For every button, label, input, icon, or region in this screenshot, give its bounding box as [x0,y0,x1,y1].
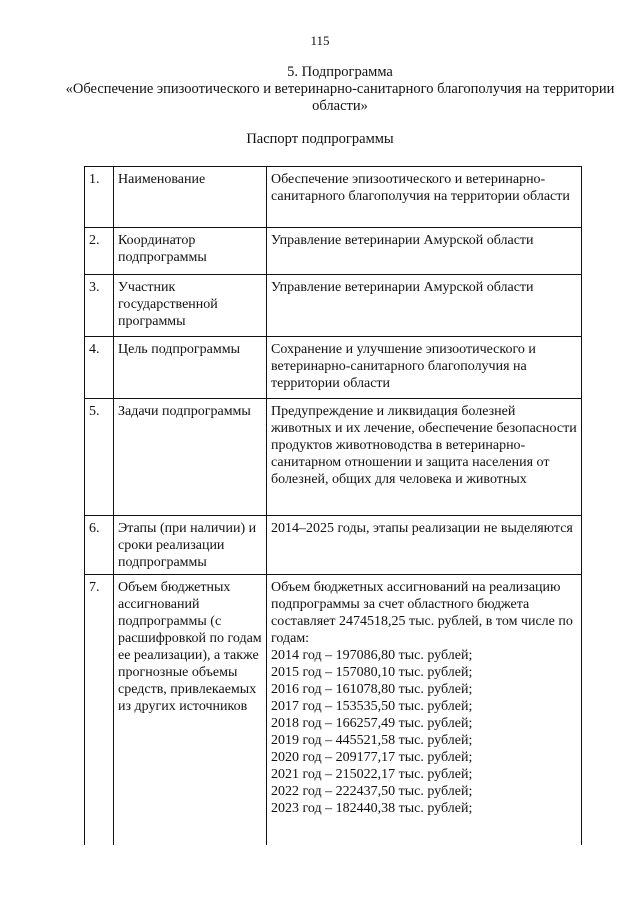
row-label: Этапы (при наличии) и сроки реализации подпрограммы [114,516,267,575]
row-number: 5. [85,399,114,516]
row-value: Предупреждение и ликвидация болезней животных и их лечение, обеспечение безопасности продуктов животноводства в ветеринарно-санитарном отношении и защита населения от болезней, общих для человека и животных [267,399,582,516]
row-value-budget [267,575,582,845]
budget-year-line: 2019 год – 445521,58 тыс. рублей; [271,733,473,748]
budget-year-line: 2018 год – 166257,49 тыс. рублей; [271,716,473,731]
page-number: 115 [310,33,330,48]
row-number: 7. [85,575,114,845]
row-label: Задачи подпрограммы [114,399,267,516]
subprogram-heading [60,64,620,115]
row-value: Управление ветеринарии Амурской области [267,275,582,337]
budget-year-line: 2023 год – 182440,38 тыс. рублей; [271,801,473,816]
table-row [85,516,582,575]
row-label: Координатор подпрограммы [114,228,267,275]
heading-line-2: «Обеспечение эпизоотического и ветеринарно-санитарного благополучия на территории области» [65,81,615,114]
budget-year-line: 2021 год – 215022,17 тыс. рублей; [271,767,473,782]
budget-year-line: 2020 год – 209177,17 тыс. рублей; [271,750,473,765]
row-value: 2014–2025 годы, этапы реализации не выделяются [267,516,582,575]
table-row [85,575,582,845]
table-row [85,275,582,337]
heading-line-1: 5. Подпрограмма [287,64,393,80]
passport-title: Паспорт подпрограммы [246,131,394,147]
table-row [85,167,582,228]
row-number: 1. [85,167,114,228]
row-number: 2. [85,228,114,275]
row-value: Сохранение и улучшение эпизоотического и ветеринарно-санитарного благополучия на территории области [267,337,582,399]
row-value: Обеспечение эпизоотического и ветеринарно-санитарного благополучия на территории области [267,167,582,228]
table-row [85,228,582,275]
row-label: Участник государственной программы [114,275,267,337]
table-row [85,399,582,516]
budget-year-line: 2022 год – 222437,50 тыс. рублей; [271,784,473,799]
row-label: Цель подпрограммы [114,337,267,399]
budget-year-line: 2017 год – 153535,50 тыс. рублей; [271,699,473,714]
budget-year-line: 2016 год – 161078,80 тыс. рублей; [271,682,473,697]
row-number: 6. [85,516,114,575]
passport-table [84,166,582,845]
budget-intro: Объем бюджетных ассигнований на реализацию подпрограммы за счет областного бюджета составляет 2474518,25 тыс. рублей, в том числе по годам: [271,580,573,646]
row-number: 3. [85,275,114,337]
row-label: Объем бюджетных ассигнований подпрограммы (с расшифровкой по годам ее реализации), а также прогнозные объемы средств, привлекаемых из других источников [114,575,267,845]
row-label: Наименование [114,167,267,228]
table-row [85,337,582,399]
budget-year-line: 2014 год – 197086,80 тыс. рублей; [271,648,473,663]
row-value: Управление ветеринарии Амурской области [267,228,582,275]
budget-year-line: 2015 год – 157080,10 тыс. рублей; [271,665,473,680]
row-number: 4. [85,337,114,399]
